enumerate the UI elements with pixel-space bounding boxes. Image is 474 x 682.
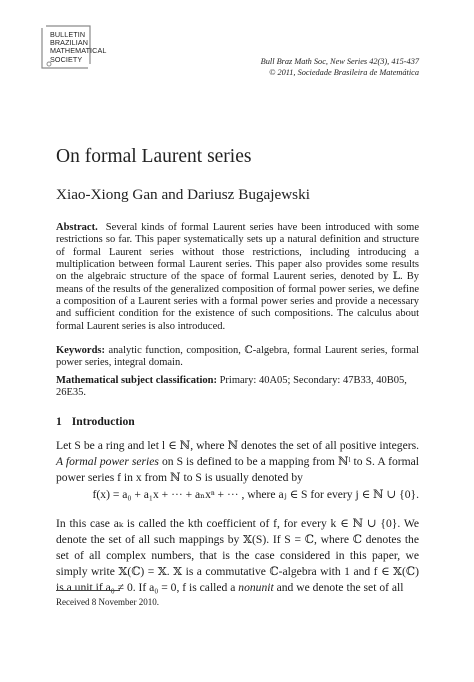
para2-text-1: In this case aₖ is called the kth coefficient of f, for every k ∈ ℕ ∪ {0}. We denote the set of all such mappings by 𝕏(S). If S = ℂ, where ℂ denotes the set of all complex numbers, that is the case considered in this paper, we simply write 𝕏(ℂ) = 𝕏. 𝕏 is a commutative ℂ-algebra with 1 and f ∈ 𝕏(ℂ) is a unit if a₀ ≠ 0. If a₀ = 0, f is called a — [56, 517, 419, 594]
abstract-label: Abstract. — [56, 222, 98, 233]
intro-paragraph-2 — [56, 516, 419, 596]
intro-paragraph-1 — [56, 438, 419, 485]
journal-copyright: © 2011, Sociedade Brasileira de Matemática — [269, 67, 419, 77]
section-number: 1 — [56, 415, 62, 428]
keywords-label: Keywords: — [56, 345, 105, 356]
logo-line: SOCIETY — [50, 54, 83, 64]
para1-sentence-2: on S is defined to be a mapping from ℕˡ to S. A formal power series f in x from ℕ to S is usually denoted by — [56, 454, 419, 484]
logo-line: MATHEMATICAL — [50, 46, 107, 56]
para2-text-2: and we denote the set of all — [273, 580, 404, 594]
abstract-text: Several kinds of formal Laurent series have been introduced with some restrictions so far. This paper systematically sets up a natural definition and structure of formal Laurent series without those restrictions, including introducing a multiplication between formal Laurent series. This paper also provides some results on the algebraic structure of the space of formal Laurent series, denoted by 𝕃. By means of the results of the generalized composition of formal power series, we define a composition of a Laurent series with a formal power series and provide a necessary and sufficient condition for the existence of such compositions. The calculus about formal Laurent series is also introduced. — [56, 222, 420, 332]
msc-label: Mathematical subject classification: — [56, 375, 217, 386]
footnote: Received 8 November 2010. — [56, 597, 159, 607]
journal-reference — [261, 57, 419, 78]
journal-logo — [38, 24, 107, 72]
logo-text — [50, 31, 106, 64]
paper-title: On formal Laurent series — [56, 146, 252, 167]
abstract — [56, 222, 419, 333]
display-equation: f(x) = a₀ + a₁x + ··· + aₙxⁿ + ··· , where aⱼ ∈ S for every j ∈ ℕ ∪ {0}. — [92, 488, 419, 501]
journal-citation: Bull Braz Math Soc, New Series 42(3), 415-437 — [260, 57, 419, 66]
msc-text: Primary: 40A05; Secondary: 47B33, 40B05, 26E35. — [56, 375, 407, 399]
logo-line: BRAZILIAN — [50, 38, 89, 48]
para1-emphasis: A formal power series — [56, 454, 159, 468]
section-heading — [56, 415, 135, 428]
keywords-text: analytic function, composition, ℂ-algebra, formal Laurent series, formal power series, integral domain. — [56, 345, 420, 369]
keywords — [56, 345, 419, 370]
footnote-rule — [56, 590, 120, 591]
logo-line: BULLETIN — [50, 30, 86, 39]
paper-authors: Xiao-Xiong Gan and Dariusz Bugajewski — [56, 186, 310, 203]
para2-emphasis: nonunit — [238, 580, 274, 594]
subject-classification — [56, 375, 419, 400]
section-title: Introduction — [71, 415, 135, 428]
para1-sentence-1: Let S be a ring and let l ∈ ℕ, where ℕ denotes the set of all positive integers. — [56, 439, 419, 452]
